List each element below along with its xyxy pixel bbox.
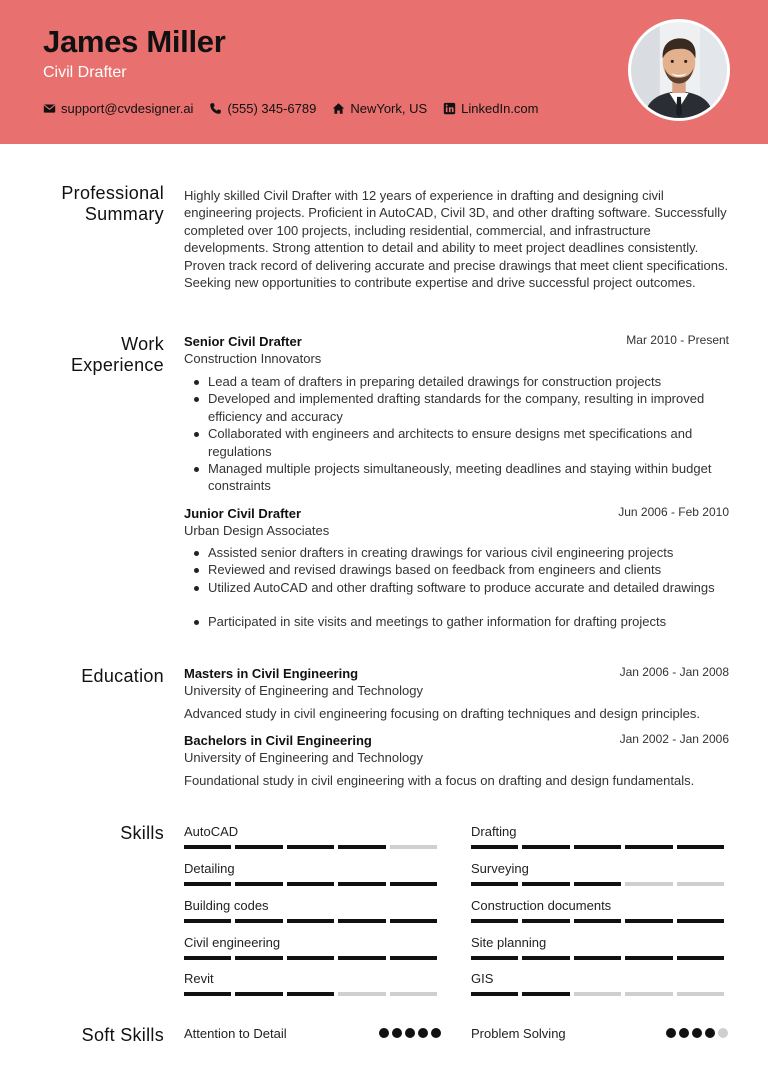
- degree-dates: Jan 2006 - Jan 2008: [619, 665, 729, 679]
- skill-level-bar: [184, 882, 441, 886]
- skill-level-segment: [574, 882, 621, 886]
- skill-name: Surveying: [471, 861, 529, 876]
- soft-skill-rating: [376, 1028, 441, 1038]
- rating-dot: [431, 1028, 441, 1038]
- profile-photo: [628, 19, 730, 121]
- job-dates: Jun 2006 - Feb 2010: [618, 505, 729, 519]
- linkedin-text: LinkedIn.com: [461, 101, 539, 116]
- skill-level-segment: [184, 882, 231, 886]
- skill-level-segment: [338, 845, 385, 849]
- skill-name: GIS: [471, 971, 494, 986]
- skill-level-bar: [184, 845, 441, 849]
- skill-level-segment: [338, 882, 385, 886]
- skill-level-segment: [184, 992, 231, 996]
- skill-level-segment: [677, 845, 724, 849]
- skill-level-segment: [677, 919, 724, 923]
- skill-name: Building codes: [184, 898, 269, 913]
- job-bullet: Utilized AutoCAD and other drafting software to produce accurate and detailed drawings: [190, 579, 738, 596]
- rating-dot: [666, 1028, 676, 1038]
- job-bullet: Managed multiple projects simultaneously, meeting deadlines and staying within budget constraints: [190, 460, 738, 495]
- skill-level-bar: [471, 882, 728, 886]
- skill-level-bar: [471, 845, 728, 849]
- skill-level-segment: [471, 882, 518, 886]
- skill-level-bar: [471, 956, 728, 960]
- degree-title: Masters in Civil Engineering: [184, 666, 359, 681]
- skill-level-segment: [625, 919, 672, 923]
- contact-linkedin[interactable]: [443, 101, 538, 116]
- experience-heading-line1: Work: [121, 334, 164, 354]
- skill-level-segment: [390, 992, 437, 996]
- job-bullet: Collaborated with engineers and architects to ensure designs met specifications and regulations: [190, 425, 738, 460]
- skill-level-segment: [522, 845, 569, 849]
- skill-level-segment: [522, 992, 569, 996]
- skill-level-segment: [338, 956, 385, 960]
- summary-text: Highly skilled Civil Drafter with 12 years of experience in drafting and designing civil engineering projects. Proficient in AutoCAD, Civil 3D, and other drafting software. Successfully completed over 100 projects, including residential, commercial, and infrastructure developments. Strong attention to detail and ability to meet project deadlines consistently. Proven track record of delivering accurate and precise drawings that meet client specifications. Seeking new opportunities to contribute expertise and drive successful project outcomes.: [184, 188, 729, 291]
- skill-level-segment: [522, 919, 569, 923]
- job-bullet: Developed and implemented drafting standards for the company, resulting in improved efficiency and accuracy: [190, 390, 738, 425]
- degree-school: University of Engineering and Technology: [184, 750, 423, 765]
- skill-level-bar: [184, 992, 441, 996]
- skill-level-segment: [574, 845, 621, 849]
- job-title: Junior Civil Drafter: [184, 506, 302, 521]
- skills-heading: Skills: [120, 823, 164, 843]
- rating-dot: [418, 1028, 428, 1038]
- rating-dot: [379, 1028, 389, 1038]
- rating-dot: [692, 1028, 702, 1038]
- degree-description: Foundational study in civil engineering with a focus on drafting and design fundamentals.: [184, 773, 695, 788]
- candidate-title: Civil Drafter: [43, 64, 127, 81]
- skill-level-segment: [522, 882, 569, 886]
- skill-level-segment: [287, 882, 334, 886]
- skill-level-segment: [390, 882, 437, 886]
- job-bullets: [190, 544, 738, 631]
- skill-level-segment: [574, 956, 621, 960]
- skill-level-segment: [235, 882, 282, 886]
- rating-dot: [679, 1028, 689, 1038]
- education-heading: Education: [81, 666, 164, 686]
- skill-level-segment: [677, 956, 724, 960]
- degree-school: University of Engineering and Technology: [184, 683, 423, 698]
- contact-bar: [43, 101, 555, 116]
- skill-level-segment: [235, 845, 282, 849]
- skill-level-segment: [338, 992, 385, 996]
- skill-level-segment: [574, 919, 621, 923]
- skill-name: Drafting: [471, 824, 517, 839]
- skill-level-segment: [287, 919, 334, 923]
- soft-skill-name: Attention to Detail: [184, 1026, 287, 1041]
- degree-dates: Jan 2002 - Jan 2006: [619, 732, 729, 746]
- location-text: NewYork, US: [350, 101, 428, 116]
- experience-heading: [71, 334, 164, 376]
- job-bullet: Participated in site visits and meetings to gather information for drafting projects: [190, 613, 738, 630]
- skill-name: Site planning: [471, 935, 547, 950]
- rating-dot: [405, 1028, 415, 1038]
- skill-level-segment: [574, 992, 621, 996]
- skill-level-segment: [625, 956, 672, 960]
- skill-level-bar: [471, 992, 728, 996]
- skill-name: Construction documents: [471, 898, 612, 913]
- skill-level-segment: [471, 919, 518, 923]
- skill-level-bar: [471, 919, 728, 923]
- skill-level-segment: [287, 845, 334, 849]
- job-company: Urban Design Associates: [184, 523, 330, 538]
- summary-heading-line2: Summary: [84, 204, 164, 224]
- skill-level-segment: [390, 956, 437, 960]
- skill-level-segment: [625, 882, 672, 886]
- skill-level-segment: [287, 956, 334, 960]
- soft-skill-rating: [663, 1028, 728, 1038]
- skill-level-segment: [184, 845, 231, 849]
- skill-level-segment: [471, 992, 518, 996]
- skill-level-segment: [390, 919, 437, 923]
- skill-level-segment: [390, 845, 437, 849]
- job-bullet: Lead a team of drafters in preparing detailed drawings for construction projects: [190, 373, 738, 390]
- job-bullet: Reviewed and revised drawings based on feedback from engineers and clients: [190, 561, 738, 578]
- skill-level-segment: [677, 992, 724, 996]
- resume-header: [0, 0, 768, 144]
- job-title: Senior Civil Drafter: [184, 334, 302, 349]
- contact-email[interactable]: [43, 101, 193, 116]
- rating-dot: [705, 1028, 715, 1038]
- skill-level-segment: [471, 956, 518, 960]
- skill-level-segment: [677, 882, 724, 886]
- contact-phone[interactable]: [209, 101, 316, 116]
- envelope-icon: [43, 102, 56, 115]
- summary-heading-line1: Professional: [61, 183, 164, 203]
- job-company: Construction Innovators: [184, 351, 322, 366]
- skill-level-bar: [184, 956, 441, 960]
- skill-level-segment: [522, 956, 569, 960]
- skill-level-segment: [625, 845, 672, 849]
- job-bullets: [190, 373, 738, 495]
- phone-icon: [209, 102, 222, 115]
- skill-level-segment: [287, 992, 334, 996]
- skill-level-segment: [338, 919, 385, 923]
- email-text: support@cvdesigner.ai: [61, 101, 194, 116]
- job-bullet: Assisted senior drafters in creating drawings for various civil engineering projects: [190, 544, 738, 561]
- candidate-name: James Miller: [43, 24, 226, 59]
- skill-level-segment: [471, 845, 518, 849]
- skill-level-segment: [235, 992, 282, 996]
- skill-name: Revit: [184, 971, 214, 986]
- phone-text: (555) 345-6789: [227, 101, 317, 116]
- skill-name: Civil engineering: [184, 935, 281, 950]
- rating-dot: [718, 1028, 728, 1038]
- home-icon: [332, 102, 345, 115]
- experience-heading-line2: Experience: [70, 355, 164, 375]
- linkedin-icon: [443, 102, 456, 115]
- contact-location: [332, 101, 427, 116]
- skill-level-segment: [184, 956, 231, 960]
- skill-level-segment: [235, 919, 282, 923]
- degree-title: Bachelors in Civil Engineering: [184, 733, 372, 748]
- soft-skills-heading: Soft Skills: [81, 1025, 164, 1045]
- summary-heading: [61, 183, 164, 225]
- skill-level-segment: [625, 992, 672, 996]
- skill-level-segment: [235, 956, 282, 960]
- skill-level-segment: [184, 919, 231, 923]
- job-dates: Mar 2010 - Present: [626, 333, 729, 347]
- soft-skill-name: Problem Solving: [471, 1026, 566, 1041]
- rating-dot: [392, 1028, 402, 1038]
- degree-description: Advanced study in civil engineering focusing on drafting techniques and design principles.: [184, 706, 700, 721]
- skill-level-bar: [184, 919, 441, 923]
- skill-name: AutoCAD: [184, 824, 239, 839]
- skill-name: Detailing: [184, 861, 235, 876]
